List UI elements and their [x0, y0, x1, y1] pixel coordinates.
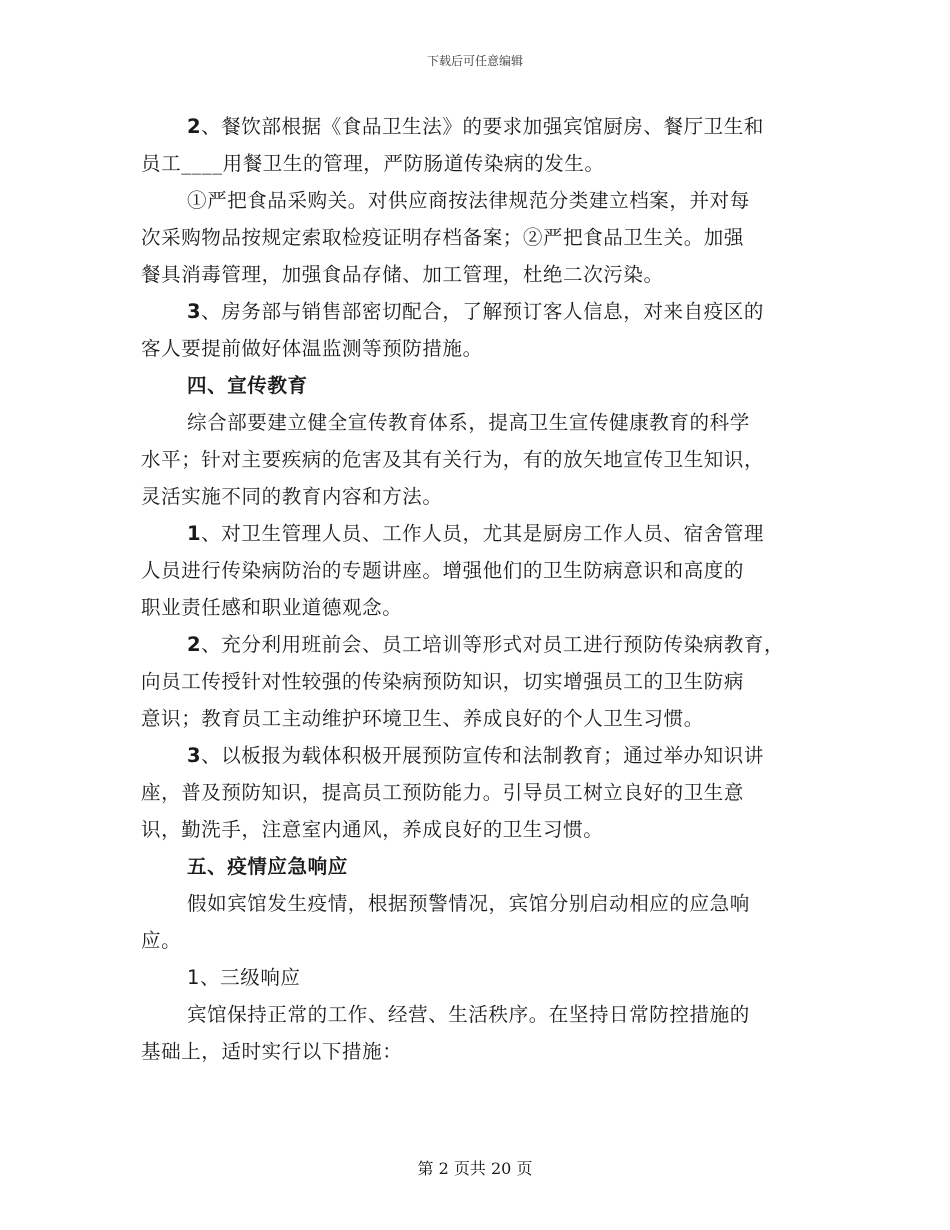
paragraph-line	[141, 330, 821, 367]
document-body	[141, 108, 821, 1070]
line-text: 职业责任感和职业道德观念。	[141, 596, 403, 619]
item-number: 3	[187, 744, 202, 767]
line-text: 次采购物品按规定索取检疫证明存档备案；②严把食品卫生关。加强	[141, 226, 745, 249]
item-number: 2	[187, 633, 202, 656]
line-text: 客人要提前做好体温监测等预防措施。	[141, 337, 483, 360]
paragraph-line	[141, 811, 821, 848]
paragraph-line	[141, 552, 821, 589]
paragraph-line	[141, 774, 821, 811]
line-text: 水平；针对主要疾病的危害及其有关行为，有的放矢地宣传卫生知识，	[141, 448, 765, 471]
paragraph-line	[141, 515, 821, 552]
line-text: 座，普及预防知识，提高员工预防能力。引导员工树立良好的卫生意	[141, 781, 745, 804]
line-text: 、充分利用班前会、员工培训等形式对员工进行预防传染病教育，	[201, 633, 785, 656]
page-header: 下载后可任意编辑	[426, 54, 523, 68]
paragraph-line	[141, 256, 821, 293]
paragraph-line	[141, 219, 821, 256]
line-text: 意识；教育员工主动维护环境卫生、养成良好的个人卫生习惯。	[141, 707, 704, 730]
line-text: 人员进行传染病防治的专题讲座。增强他们的卫生防病意识和高度的	[141, 559, 745, 582]
paragraph-line	[141, 663, 821, 700]
paragraph-line	[141, 478, 821, 515]
paragraph-line	[141, 922, 821, 959]
line-text: 假如宾馆发生疫情，根据预警情况，宾馆分别启动相应的应急响	[187, 892, 750, 915]
paragraph-line	[141, 626, 821, 663]
item-number: 1	[187, 522, 202, 545]
line-text: 餐具消毒管理，加强食品存储、加工管理，杜绝二次污染。	[141, 263, 664, 286]
paragraph-line	[141, 700, 821, 737]
paragraph-line	[141, 108, 821, 145]
paragraph-line	[141, 885, 821, 922]
item-number: 1	[187, 966, 201, 989]
line-text: 识，勤洗手，注意室内通风，养成良好的卫生习惯。	[141, 818, 604, 841]
line-text: 综合部要建立健全宣传教育体系，提高卫生宣传健康教育的科学	[187, 411, 750, 434]
line-text: 宾馆保持正常的工作、经营、生活秩序。在坚持日常防控措施的	[187, 1003, 750, 1026]
paragraph-line	[141, 996, 821, 1033]
line-text: 员工____用餐卫生的管理，严防肠道传染病的发生。	[141, 152, 605, 175]
paragraph-line	[141, 959, 821, 996]
line-text: 、对卫生管理人员、工作人员，尤其是厨房工作人员、宿舍管理	[201, 522, 764, 545]
item-number: 2	[187, 115, 202, 138]
paragraph-line	[141, 1033, 821, 1070]
paragraph-line	[141, 145, 821, 182]
section-heading: 四、宣传教育	[187, 374, 308, 397]
line-text: 、房务部与销售部密切配合，了解预订客人信息，对来自疫区的	[201, 300, 764, 323]
paragraph-line	[141, 293, 821, 330]
line-text: 应。	[141, 929, 182, 952]
line-text: 、餐饮部根据《食品卫生法》的要求加强宾馆厨房、餐厅卫生和	[201, 115, 764, 138]
page-footer: 第 2 页共 20 页	[417, 1159, 533, 1178]
line-text: 基础上，适时实行以下措施：	[141, 1040, 403, 1063]
paragraph-line	[141, 441, 821, 478]
paragraph-line	[141, 404, 821, 441]
item-number: 3	[187, 300, 202, 323]
paragraph-line	[141, 589, 821, 626]
line-text: 、以板报为载体积极开展预防宣传和法制教育；通过举办知识讲	[201, 744, 764, 767]
line-text: 、三级响应	[200, 966, 301, 989]
line-text: 向员工传授针对性较强的传染病预防知识，切实增强员工的卫生防病	[141, 670, 745, 693]
section-heading: 五、疫情应急响应	[187, 855, 348, 878]
paragraph-line	[141, 737, 821, 774]
line-text: 灵活实施不同的教育内容和方法。	[141, 485, 443, 508]
line-text: ①严把食品采购关。对供应商按法律规范分类建立档案，并对每	[187, 189, 750, 212]
paragraph-line	[141, 182, 821, 219]
